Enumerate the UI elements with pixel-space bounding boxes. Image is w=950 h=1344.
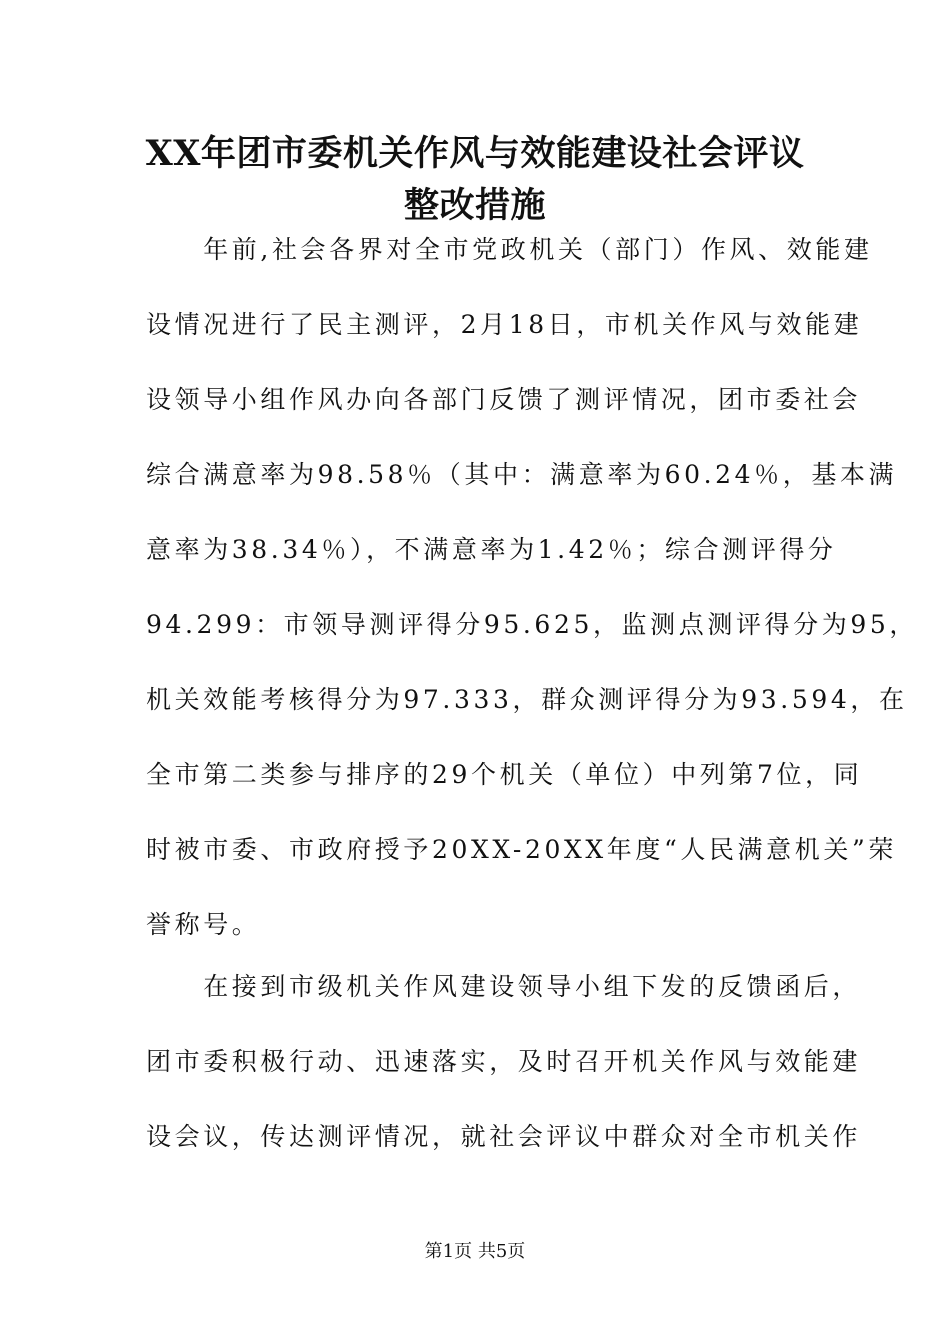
- body-line-10: 誉称号。: [146, 910, 261, 939]
- body-line-11: 在接到市级机关作风建设领导小组下发的反馈函后，: [146, 972, 862, 1001]
- body-line-9: 时被市委、市政府授予20XX-20XX年度“人民满意机关”荣: [146, 835, 897, 864]
- body-line-13: 设会议，传达测评情况，就社会评议中群众对全市机关作: [146, 1122, 862, 1151]
- page-footer: 第1页 共5页: [424, 1241, 526, 1262]
- body-line-1: 年前,社会各界对全市党政机关（部门）作风、效能建: [146, 235, 873, 264]
- document-title-line-2: 整改措施: [403, 185, 546, 226]
- body-line-12: 团市委积极行动、迅速落实，及时召开机关作风与效能建: [146, 1047, 862, 1076]
- body-line-8: 全市第二类参与排序的29个机关（单位）中列第7位，同: [146, 760, 863, 789]
- body-line-2: 设情况进行了民主测评，2月18日，市机关作风与效能建: [146, 310, 863, 339]
- body-line-4: 综合满意率为98.58％（其中：满意率为60.24％，基本满: [146, 460, 898, 489]
- body-line-7: 机关效能考核得分为97.333，群众测评得分为93.594，在: [146, 685, 908, 714]
- body-line-3: 设领导小组作风办向各部门反馈了测评情况，团市委社会: [146, 385, 862, 414]
- document-title-line-1: XX年团市委机关作风与效能建设社会评议: [145, 133, 805, 174]
- body-line-6: 94.299：市领导测评得分95.625，监测点测评得分为95，: [146, 610, 918, 639]
- body-line-5: 意率为38.34％），不满意率为1.42％；综合测评得分: [146, 535, 837, 564]
